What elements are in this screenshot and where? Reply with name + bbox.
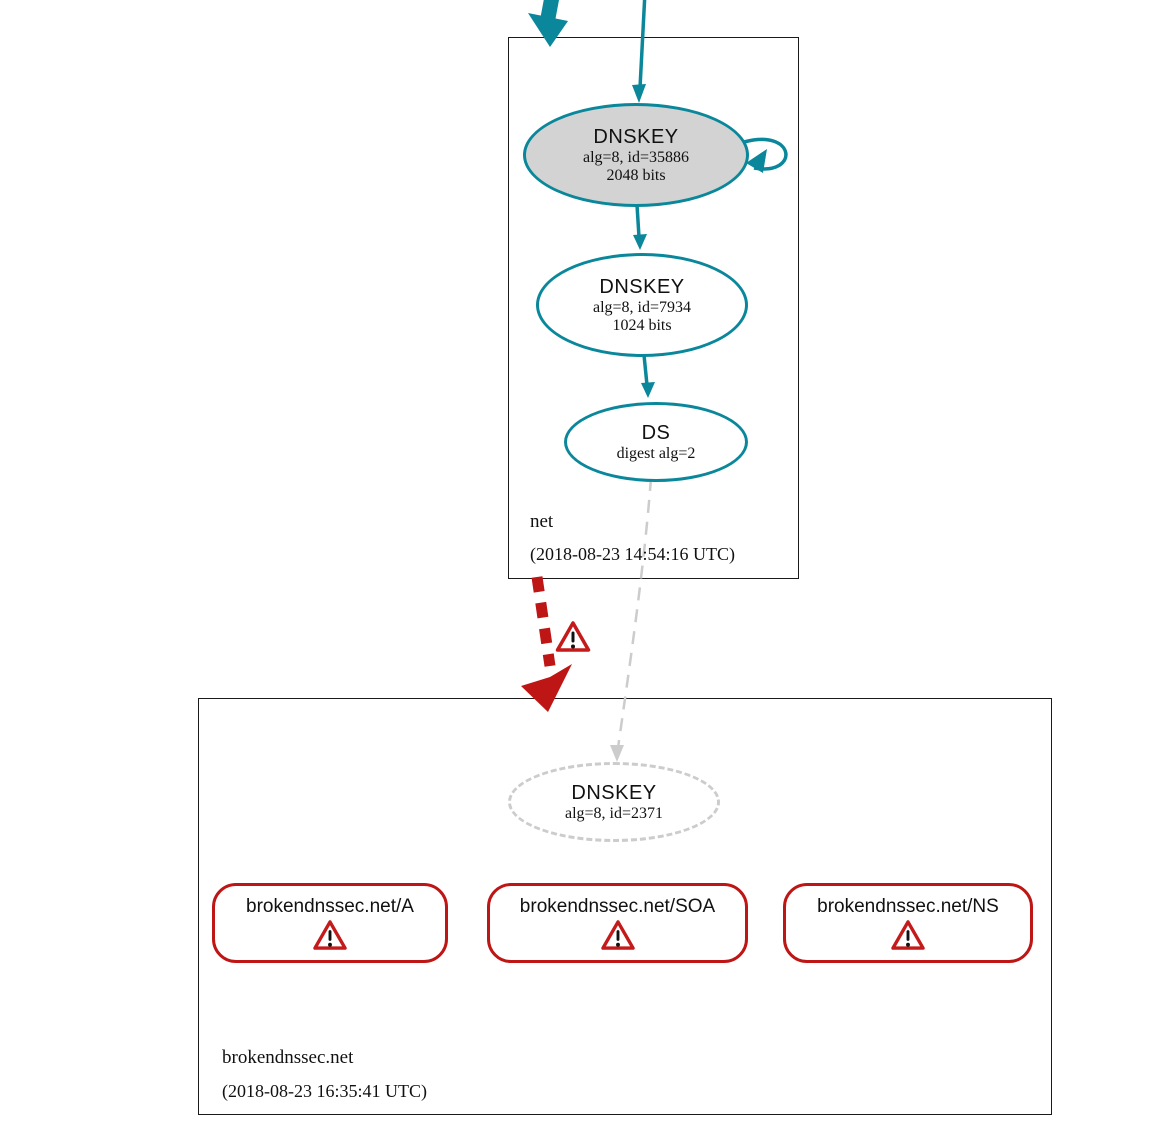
node-rrset-brokendnssec-net-a[interactable] [212, 883, 448, 963]
zone-timestamp-brokendnssec-net: (2018-08-23 16:35:41 UTC) [222, 1081, 427, 1101]
warning-icon [600, 919, 636, 951]
node-title: DNSKEY [593, 125, 679, 148]
node-detail-bits: 2048 bits [606, 166, 666, 184]
node-detail-bits: 1024 bits [612, 316, 672, 334]
node-detail-alg-id: alg=8, id=7934 [592, 298, 692, 316]
node-detail-alg-id: alg=8, id=35886 [582, 148, 690, 166]
node-title: DNSKEY [571, 781, 657, 804]
exclamation-triangle-icon [312, 919, 348, 951]
exclamation-triangle-icon [555, 620, 591, 653]
node-rrset-brokendnssec-net-ns[interactable] [783, 883, 1033, 963]
warning-icon [555, 620, 591, 653]
warning-icon [890, 919, 926, 951]
zone-timestamp-net: (2018-08-23 14:54:16 UTC) [530, 544, 735, 564]
node-title: DNSKEY [599, 275, 685, 298]
node-rrset-brokendnssec-net-soa[interactable] [487, 883, 748, 963]
node-net-ds[interactable] [564, 402, 748, 482]
node-title: DS [641, 421, 671, 444]
exclamation-triangle-icon [890, 919, 926, 951]
exclamation-triangle-icon [600, 919, 636, 951]
node-detail-alg-id: alg=8, id=2371 [564, 804, 664, 822]
zone-name-brokendnssec-net: brokendnssec.net [222, 1047, 354, 1068]
node-detail-digest: digest alg=2 [616, 444, 696, 462]
warning-icon [312, 919, 348, 951]
zone-name-net: net [530, 511, 554, 532]
node-brokendnssec-dnskey[interactable] [508, 762, 720, 842]
rrset-label: brokendnssec.net/NS [817, 896, 999, 917]
rrset-label: brokendnssec.net/A [246, 896, 414, 917]
rrset-label: brokendnssec.net/SOA [519, 896, 716, 917]
node-net-dnskey-ksk[interactable] [523, 103, 749, 207]
node-net-dnskey-zsk[interactable] [536, 253, 748, 357]
